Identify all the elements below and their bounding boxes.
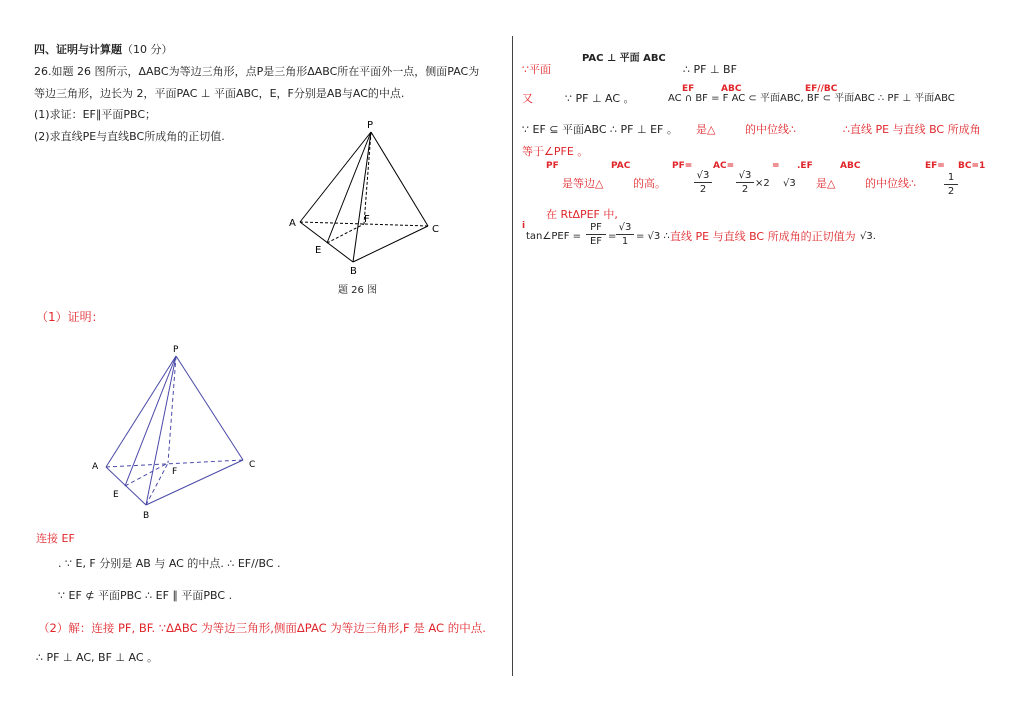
- solution-step-5: ∴ PF ⊥ AC, BF ⊥ AC 。: [36, 651, 158, 664]
- right-line7-b: = √3 ∴: [636, 231, 670, 242]
- right-line3-d: ∴直线 PE 与直线 BC 所成角: [843, 123, 981, 136]
- label2-E: E: [113, 490, 119, 500]
- right-line2-b: ∵ PF ⊥ AC 。: [565, 92, 635, 105]
- right-line5-top-6: ABC: [840, 161, 861, 171]
- label2-C: C: [249, 460, 256, 470]
- edge2-AC: [106, 460, 243, 467]
- right-line2-top-abc: ABC: [721, 84, 742, 94]
- label-A: A: [289, 218, 296, 229]
- solution-step-1: 连接 EF: [36, 532, 75, 545]
- question-part-2: (2)求直线PE与直线BC所成角的正切值.: [34, 130, 225, 143]
- right-line1-a: ∵平面: [522, 63, 551, 76]
- right-line5-b: 的高。: [633, 177, 666, 190]
- right-line1-b: ∴ PF ⊥ BF: [683, 63, 737, 76]
- right-line5-top-2: PF=: [672, 161, 693, 171]
- proof-heading: （1）证明：: [36, 310, 104, 324]
- fraction-2: √3 2: [736, 170, 754, 195]
- solution-step-3: ∵ EF ⊄ 平面PBC ∴ EF ∥ 平面PBC .: [58, 589, 233, 602]
- edge2-PB: [146, 356, 176, 505]
- column-divider: [512, 36, 513, 676]
- edge2-EF: [125, 463, 168, 486]
- right-line3-a: ∵ EF ⊆ 平面ABC ∴ PF ⊥ EF 。: [522, 123, 678, 136]
- sqrt-three: √3: [783, 178, 796, 189]
- label2-P: P: [173, 345, 179, 355]
- solution-step-4: （2）解：连接 PF, BF. ∵ΔABC 为等边三角形,侧面ΔPAC 为等边三角形,F 是 AC 的中点.: [38, 621, 486, 635]
- right-line6: 在 RtΔPEF 中,: [546, 208, 618, 221]
- right-line7-d: √3.: [860, 231, 876, 242]
- fraction-1: √3 2: [694, 170, 712, 195]
- equals-sign: =: [608, 231, 617, 242]
- label2-A: A: [92, 462, 99, 472]
- figure-caption: 题 26 图: [338, 285, 378, 296]
- right-line7-a: tan∠PEF =: [526, 231, 582, 242]
- right-line5-a: 是等边△: [562, 177, 604, 190]
- right-line3-b: 是△: [696, 123, 716, 136]
- label2-F: F: [172, 467, 178, 477]
- label-C: C: [432, 224, 439, 235]
- edge2-PA: [106, 356, 176, 467]
- right-line5-top-4: =: [772, 161, 780, 171]
- right-line5-top-1: PAC: [611, 161, 631, 171]
- question-part-1: (1)求证：EF∥平面PBC；: [34, 108, 157, 121]
- right-line2-c: AC ∩ BF = F AC ⊂ 平面ABC, BF ⊂ 平面ABC ∴ PF ⊥ 平面ABC: [668, 93, 955, 104]
- right-line5-c: 是△: [816, 177, 836, 190]
- right-line5-top-5: .EF: [797, 161, 813, 171]
- right-line2-a: 又: [522, 92, 533, 105]
- right-line5-top-0: PF: [546, 161, 559, 171]
- right-line4: 等于∠PFE 。: [522, 145, 589, 158]
- label-P: P: [367, 120, 374, 131]
- right-line5-d: 的中位线∴: [865, 177, 916, 190]
- right-line3-c: 的中位线∴: [745, 123, 796, 136]
- label-F: F: [364, 214, 370, 225]
- right-line6-i: i: [522, 221, 526, 231]
- question-line-2: 等边三角形，边长为 2，平面PAC ⊥ 平面ABC，E，F分别是AB与AC的中点.: [34, 87, 405, 100]
- label2-B: B: [143, 511, 150, 521]
- edge2-PE: [125, 356, 176, 486]
- right-line1-top: PAC ⊥ 平面 ABC: [582, 53, 666, 64]
- label-E: E: [315, 245, 322, 256]
- label-B: B: [350, 266, 357, 277]
- edge2-BC: [146, 460, 243, 505]
- section-title: 四、证明与计算题（10 分）: [34, 43, 173, 56]
- pyramid-figure-2: [0, 0, 512, 530]
- right-line7-c: 直线 PE 与直线 BC 所成角的正切值为: [670, 230, 856, 243]
- solution-step-2: . ∵ E, F 分别是 AB 与 AC 的中点. ∴ EF//BC .: [58, 557, 281, 570]
- fraction-tan: PF EF: [586, 222, 606, 247]
- fraction-tan-2: √3 1: [616, 222, 634, 247]
- times-two: ×2: [755, 178, 770, 189]
- edge2-PC: [176, 356, 243, 460]
- right-line2-top-ef: EF: [682, 84, 695, 94]
- right-line5-top-8: BC=1: [958, 161, 986, 171]
- right-line2-top-efbc: EF//BC: [805, 84, 838, 94]
- right-line5-top-3: AC=: [713, 161, 735, 171]
- fraction-3: 1 2: [944, 172, 958, 197]
- right-line5-top-7: EF=: [925, 161, 945, 171]
- question-line-1: 26.如题 26 图所示，ΔABC为等边三角形，点P是三角形ΔABC所在平面外一点，侧面PAC为: [34, 65, 480, 78]
